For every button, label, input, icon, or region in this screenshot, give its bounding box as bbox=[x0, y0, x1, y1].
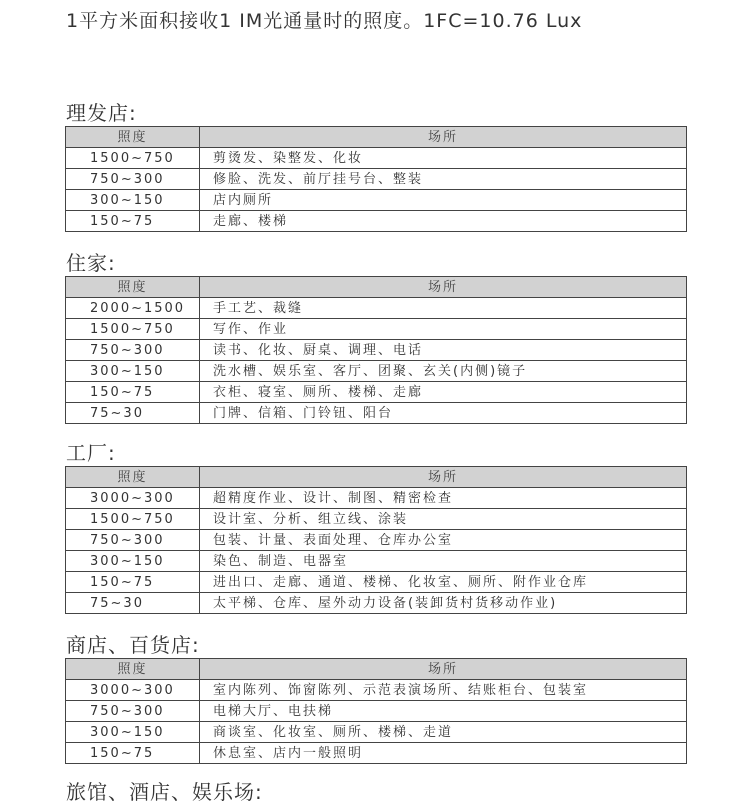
table-header-row bbox=[66, 659, 687, 680]
illuminance-value: 150~75 bbox=[66, 382, 200, 403]
location-list: 洗水槽、娱乐室、客厅、团聚、玄关(内侧)镜子 bbox=[200, 361, 687, 382]
table-row bbox=[66, 530, 687, 551]
location-list: 修脸、洗发、前厅挂号台、整装 bbox=[200, 169, 687, 190]
location-list: 电梯大厅、电扶梯 bbox=[200, 701, 687, 722]
section-title-barbershop: 理发店: bbox=[66, 101, 137, 125]
illuminance-value: 1500~750 bbox=[66, 509, 200, 530]
header-illuminance: 照度 bbox=[66, 127, 200, 148]
section-title-factory: 工厂: bbox=[66, 441, 116, 465]
illuminance-value: 300~150 bbox=[66, 551, 200, 572]
table-row bbox=[66, 509, 687, 530]
table-row bbox=[66, 680, 687, 701]
section-title-residence: 住家: bbox=[66, 251, 116, 275]
location-list: 衣柜、寝室、厕所、楼梯、走廊 bbox=[200, 382, 687, 403]
location-list: 店内厕所 bbox=[200, 190, 687, 211]
header-illuminance: 照度 bbox=[66, 277, 200, 298]
illuminance-table-store bbox=[65, 658, 687, 764]
location-list: 进出口、走廊、通道、楼梯、化妆室、厕所、附作业仓库 bbox=[200, 572, 687, 593]
table-row bbox=[66, 488, 687, 509]
illuminance-value: 75~30 bbox=[66, 403, 200, 424]
location-list: 太平梯、仓库、屋外动力设备(装卸货村货移动作业) bbox=[200, 593, 687, 614]
header-location: 场所 bbox=[200, 277, 687, 298]
table-row bbox=[66, 298, 687, 319]
table-row bbox=[66, 319, 687, 340]
table-row bbox=[66, 572, 687, 593]
location-list: 染色、制造、电器室 bbox=[200, 551, 687, 572]
header-location: 场所 bbox=[200, 127, 687, 148]
illuminance-value: 750~300 bbox=[66, 340, 200, 361]
illuminance-value: 75~30 bbox=[66, 593, 200, 614]
page-intro: 1平方米面积接收1 IM光通量时的照度。1FC=10.76 Lux bbox=[66, 10, 583, 32]
table-row bbox=[66, 551, 687, 572]
location-list: 走廊、楼梯 bbox=[200, 211, 687, 232]
section-title-store: 商店、百货店: bbox=[66, 633, 200, 657]
table-row bbox=[66, 382, 687, 403]
illuminance-value: 300~150 bbox=[66, 190, 200, 211]
location-list: 商谈室、化妆室、厕所、楼梯、走道 bbox=[200, 722, 687, 743]
illuminance-value: 3000~300 bbox=[66, 680, 200, 701]
table-row bbox=[66, 593, 687, 614]
header-illuminance: 照度 bbox=[66, 467, 200, 488]
illuminance-value: 300~150 bbox=[66, 361, 200, 382]
table-row bbox=[66, 403, 687, 424]
table-row bbox=[66, 190, 687, 211]
illuminance-value: 750~300 bbox=[66, 169, 200, 190]
location-list: 超精度作业、设计、制图、精密检查 bbox=[200, 488, 687, 509]
table-row bbox=[66, 148, 687, 169]
location-list: 写作、作业 bbox=[200, 319, 687, 340]
section-title-hotel: 旅馆、酒店、娱乐场: bbox=[66, 780, 263, 804]
illuminance-value: 150~75 bbox=[66, 743, 200, 764]
table-row bbox=[66, 340, 687, 361]
table-row bbox=[66, 211, 687, 232]
illuminance-table-factory bbox=[65, 466, 687, 614]
illuminance-value: 3000~300 bbox=[66, 488, 200, 509]
header-illuminance: 照度 bbox=[66, 659, 200, 680]
illuminance-value: 1500~750 bbox=[66, 148, 200, 169]
location-list: 门牌、信箱、门铃钮、阳台 bbox=[200, 403, 687, 424]
location-list: 设计室、分析、组立线、涂装 bbox=[200, 509, 687, 530]
location-list: 手工艺、裁缝 bbox=[200, 298, 687, 319]
illuminance-value: 150~75 bbox=[66, 211, 200, 232]
table-row bbox=[66, 361, 687, 382]
table-row bbox=[66, 169, 687, 190]
illuminance-value: 150~75 bbox=[66, 572, 200, 593]
illuminance-table-barbershop bbox=[65, 126, 687, 232]
header-location: 场所 bbox=[200, 467, 687, 488]
header-location: 场所 bbox=[200, 659, 687, 680]
illuminance-value: 750~300 bbox=[66, 701, 200, 722]
illuminance-value: 750~300 bbox=[66, 530, 200, 551]
table-header-row bbox=[66, 277, 687, 298]
location-list: 剪烫发、染整发、化妆 bbox=[200, 148, 687, 169]
location-list: 室内陈列、饰窗陈列、示范表演场所、结账柜台、包装室 bbox=[200, 680, 687, 701]
illuminance-table-residence bbox=[65, 276, 687, 424]
illuminance-value: 2000~1500 bbox=[66, 298, 200, 319]
location-list: 包装、计量、表面处理、仓库办公室 bbox=[200, 530, 687, 551]
table-header-row bbox=[66, 127, 687, 148]
illuminance-value: 1500~750 bbox=[66, 319, 200, 340]
table-row bbox=[66, 743, 687, 764]
location-list: 休息室、店内一般照明 bbox=[200, 743, 687, 764]
table-row bbox=[66, 722, 687, 743]
location-list: 读书、化妆、厨桌、调理、电话 bbox=[200, 340, 687, 361]
table-row bbox=[66, 701, 687, 722]
illuminance-value: 300~150 bbox=[66, 722, 200, 743]
table-header-row bbox=[66, 467, 687, 488]
